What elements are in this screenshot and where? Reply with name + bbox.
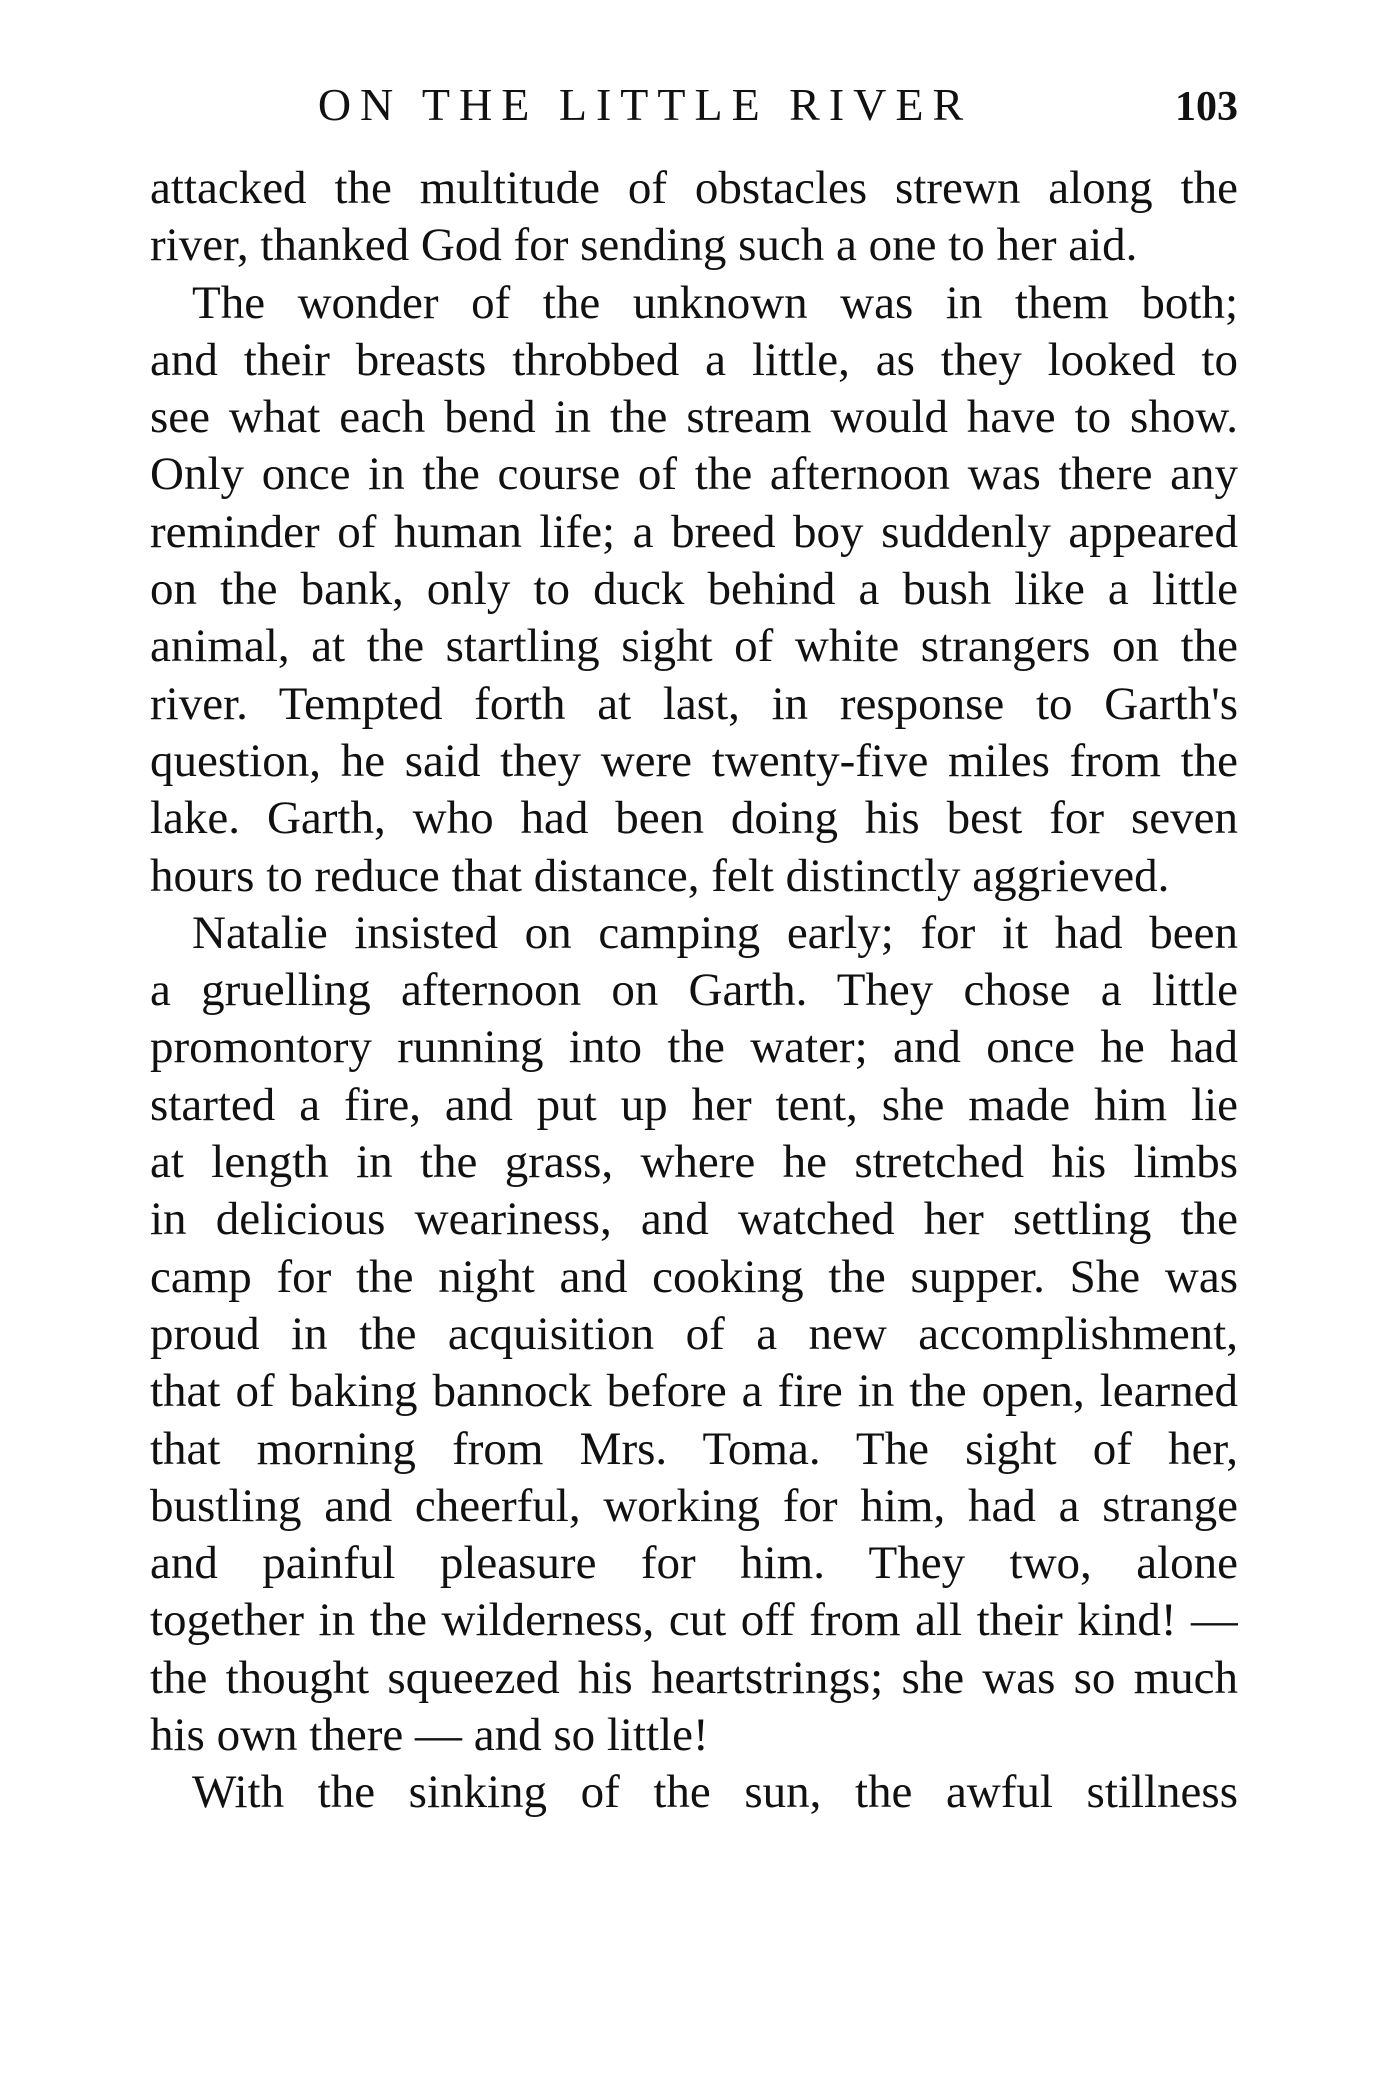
text-line: promontory running into the water; and once he had bbox=[150, 1021, 1238, 1074]
body-text bbox=[150, 160, 1238, 1822]
page-number: 103 bbox=[1175, 84, 1238, 130]
text-line: reminder of human life; a breed boy suddenly appeared bbox=[150, 505, 1238, 558]
text-line: his own there — and so little! bbox=[150, 1709, 709, 1762]
text-line: and their breasts throbbed a little, as they looked to bbox=[150, 333, 1238, 386]
running-head bbox=[150, 78, 1238, 132]
text-line: in delicious weariness, and watched her settling the bbox=[150, 1193, 1238, 1246]
text-line: that of baking bannock before a fire in the open, learned bbox=[150, 1365, 1238, 1418]
text-line: see what each bend in the stream would have to show. bbox=[150, 391, 1238, 444]
text-line: bustling and cheerful, working for him, had a strange bbox=[150, 1479, 1238, 1532]
text-line: started a fire, and put up her tent, she made him lie bbox=[150, 1078, 1238, 1131]
text-line: at length in the grass, where he stretched his limbs bbox=[150, 1136, 1238, 1189]
text-line: the thought squeezed his heartstrings; she was so much bbox=[150, 1651, 1238, 1704]
paragraph-start-line: The wonder of the unknown was in them both; bbox=[192, 276, 1238, 329]
text-line: and painful pleasure for him. They two, alone bbox=[150, 1537, 1238, 1590]
text-line: a gruelling afternoon on Garth. They chose a little bbox=[150, 964, 1238, 1017]
text-line: lake. Garth, who had been doing his best for seven bbox=[150, 792, 1238, 845]
paragraph-start-line: Natalie insisted on camping early; for it had been bbox=[192, 906, 1238, 959]
text-line: camp for the night and cooking the supper. She was bbox=[150, 1250, 1238, 1303]
text-line: together in the wilderness, cut off from all their kind! — bbox=[150, 1594, 1238, 1647]
text-line: river. Tempted forth at last, in response to Garth's bbox=[150, 677, 1238, 730]
text-line: animal, at the startling sight of white strangers on the bbox=[150, 620, 1238, 673]
text-line: hours to reduce that distance, felt distinctly aggrieved. bbox=[150, 849, 1170, 902]
text-line: Only once in the course of the afternoon was there any bbox=[150, 448, 1238, 501]
text-line: river, thanked God for sending such a one to her aid. bbox=[150, 219, 1138, 272]
text-line: proud in the acquisition of a new accomplishment, bbox=[150, 1307, 1238, 1360]
text-line: question, he said they were twenty-five miles from the bbox=[150, 734, 1238, 787]
text-line: that morning from Mrs. Toma. The sight of her, bbox=[150, 1422, 1238, 1475]
running-title: ON THE LITTLE RIVER bbox=[317, 79, 973, 130]
text-line: attacked the multitude of obstacles strewn along the bbox=[150, 162, 1238, 214]
paragraph-start-line: With the sinking of the sun, the awful stillness bbox=[192, 1766, 1238, 1819]
text-line: on the bank, only to duck behind a bush like a little bbox=[150, 563, 1238, 616]
